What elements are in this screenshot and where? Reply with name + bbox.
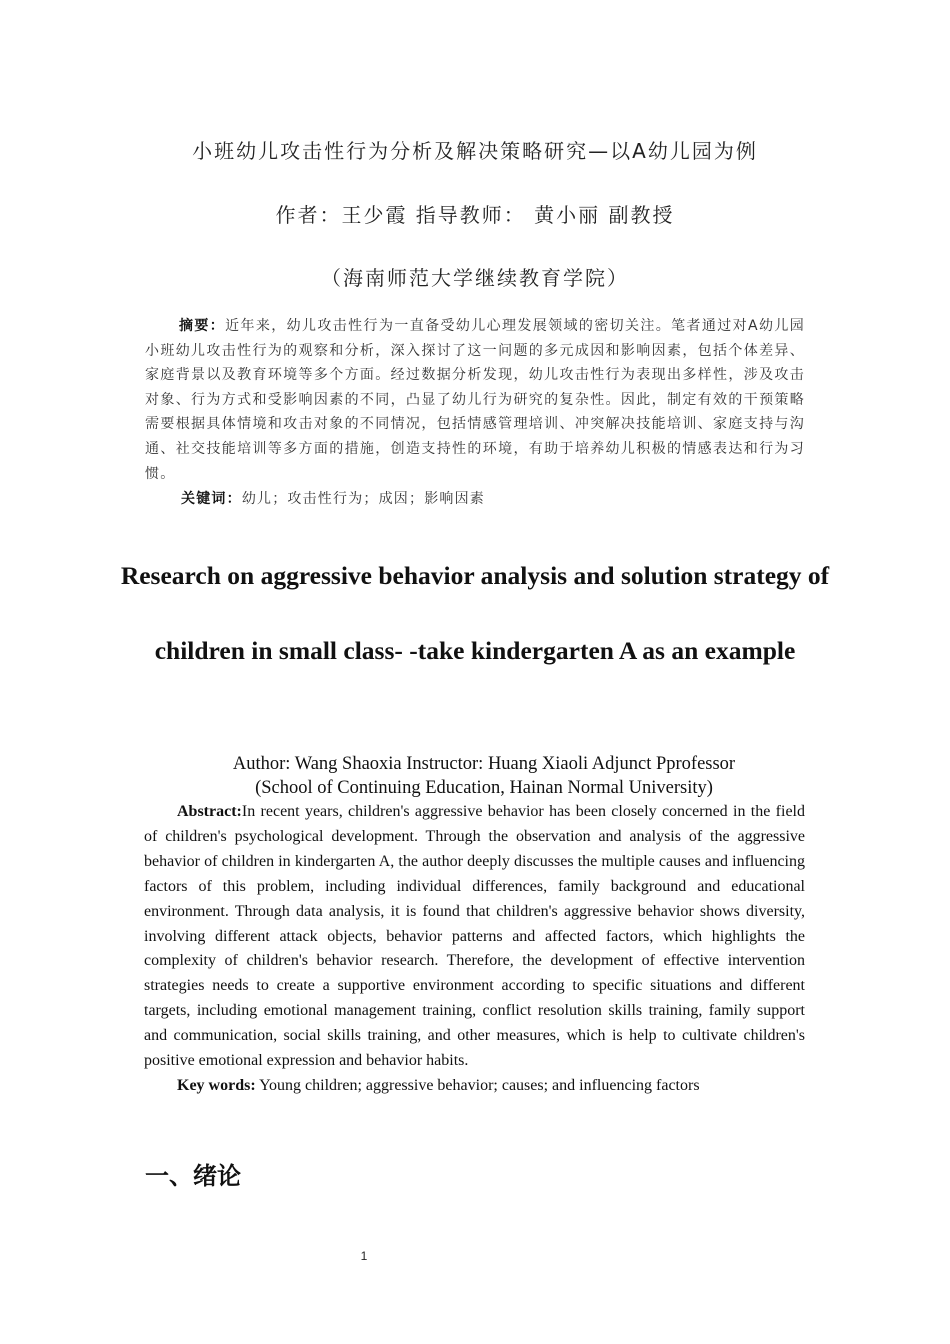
english-affiliation: (School of Continuing Education, Hainan Normal University)	[255, 778, 713, 798]
english-authors: Author: Wang Shaoxia Instructor: Huang Xiaoli Adjunct Pprofessor	[232, 754, 736, 774]
english-abstract	[144, 800, 805, 1074]
chinese-keywords-text: 幼儿；攻击性行为；成因；影响因素	[241, 491, 486, 507]
english-keywords-text: Young children; aggressive behavior; causes; and influencing factors	[255, 1077, 700, 1094]
chinese-abstract	[145, 314, 805, 486]
chinese-keywords	[145, 488, 805, 508]
page-number: 1	[360, 1249, 368, 1263]
chinese-abstract-text: 近年来，幼儿攻击性行为一直备受幼儿心理发展领域的密切关注。笔者通过对A幼儿园小班幼儿攻击性行为的观察和分析，深入探讨了这一问题的多元成因和影响因素，包括个体差异、家庭背景以及教育环境等多个方面。经过数据分析发现，幼儿攻击性行为表现出多样性，涉及攻击对象、行为方式和受影响因素的不同，凸显了幼儿行为研究的复杂性。因此，制定有效的干预策略需要根据具体情境和攻击对象的不同情况，包括情感管理培训、冲突解决技能培训、家庭支持与沟通、社交技能培训等多方面的措施，创造支持性的环境，有助于培养幼儿积极的情感表达和行为习惯。	[145, 318, 805, 482]
english-keywords-label: Key words:	[177, 1077, 256, 1094]
chinese-abstract-label: 摘要：	[179, 318, 226, 334]
english-keywords	[144, 1074, 805, 1099]
chinese-keywords-label: 关键词：	[181, 491, 242, 507]
chinese-affiliation: （海南师范大学继续教育学院）	[321, 266, 629, 290]
english-abstract-text: In recent years, children's aggressive behavior has been closely concerned in the field of children's psychological development. Through the observation and analysis of the aggressive behavior of children in kindergarten A, the author deeply discusses the multiple causes and influencing factors of this problem, including individual differences, family background and educational environment. Through data analysis, it is found that children's aggressive behavior shows diversity, involving different attack objects, behavior patterns and affected factors, which highlights the complexity of children's behavior research. Therefore, the development of effective intervention strategies needs to create a supportive environment according to specific situations and different targets, including emotional management training, conflict resolution skills training, family support and communication, social skills training, and other measures, which is help to cultivate children's positive emotional expression and behavior habits.	[144, 803, 805, 1070]
chinese-authors: 作者：王少霞 指导教师： 黄小丽 副教授	[275, 203, 675, 227]
english-title: Research on aggressive behavior analysis and solution strategy of children in small class- -take kindergarten A as an example	[120, 561, 830, 665]
chinese-title: 小班幼儿攻击性行为分析及解决策略研究—以A幼儿园为例	[192, 139, 758, 163]
english-abstract-label: Abstract:	[177, 803, 242, 820]
section-heading-introduction: 一、绪论	[145, 1162, 241, 1190]
